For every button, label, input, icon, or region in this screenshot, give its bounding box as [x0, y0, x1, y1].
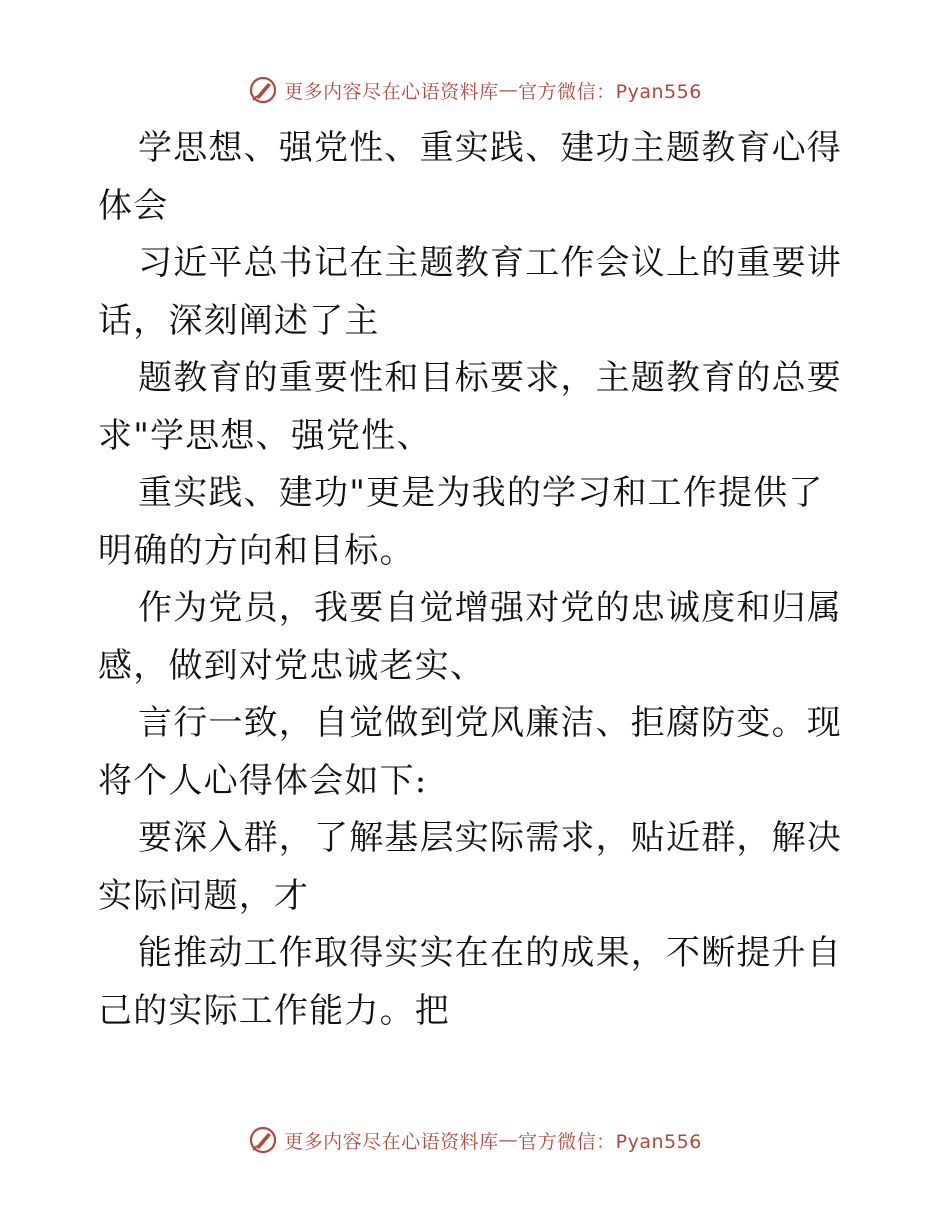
- paragraph: 要深入群，了解基层实际需求，贴近群，解决实际问题，才: [98, 818, 842, 916]
- quill-pen-circle-icon: [248, 1125, 278, 1155]
- paragraph: 题教育的重要性和目标要求，主题教育的总要求"学思想、强党性、: [98, 358, 842, 456]
- paragraph: 习近平总书记在主题教育工作会议上的重要讲话，深刻阐述了主: [98, 243, 842, 341]
- document-body: [98, 120, 858, 1040]
- header-separator: —: [498, 79, 519, 101]
- paragraph: 作为党员，我要自觉增强对党的忠诚度和归属感，做到对党忠诚老实、: [98, 588, 842, 686]
- paragraph: 言行一致，自觉做到党风廉洁、拒腐防变。现将个人心得体会如下:: [98, 703, 842, 801]
- paragraph: 重实践、建功"更是为我的学习和工作提供了明确的方向和目标。: [98, 473, 824, 571]
- footer-contact-text: 官方微信：Pyan556: [518, 1130, 702, 1153]
- footer-watermark: [0, 1120, 950, 1160]
- header-watermark: [0, 70, 950, 110]
- quill-pen-circle-icon: [248, 75, 278, 105]
- header-brand-text: 更多内容尽在心语资料库: [284, 80, 499, 103]
- footer-brand-text: 更多内容尽在心语资料库: [284, 1130, 499, 1153]
- paragraph: 能推动工作取得实实在在的成果，不断提升自己的实际工作能力。把: [98, 933, 842, 1031]
- paragraph-title: 学思想、强党性、重实践、建功主题教育心得体会: [98, 128, 842, 226]
- header-contact-text: 官方微信：Pyan556: [518, 80, 702, 103]
- footer-separator: —: [498, 1129, 519, 1151]
